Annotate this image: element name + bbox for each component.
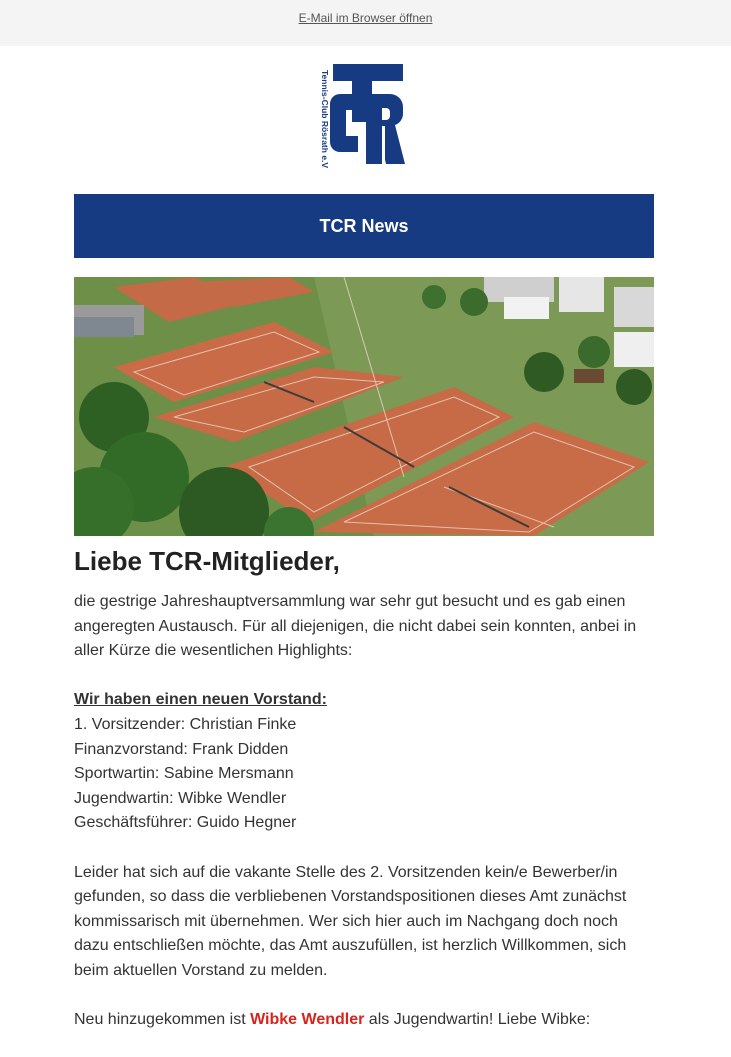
board-heading: Wir haben einen neuen Vorstand: (74, 691, 327, 709)
news-banner: TCR News (74, 194, 654, 258)
greeting-heading: Liebe TCR-Mitglieder, (74, 546, 340, 576)
tennis-courts-image (74, 277, 654, 536)
board-section (74, 688, 654, 836)
board-member: Geschäftsführer: Guido Hegner (74, 814, 297, 832)
club-name-label: Tennis-Club Rösrath e.V. (320, 70, 330, 168)
intro-paragraph: die gestrige Jahreshauptversammlung war sehr gut besucht und es gab einen angeregten Austausch. Für all diejenigen, die nicht dabei sein konnten, anbei in aller Kürze die wesentlichen Highlights: (74, 593, 637, 660)
preheader-bar (0, 0, 731, 46)
club-logo (316, 64, 408, 168)
new-member-suffix: als Jugendwartin! Liebe Wibke: (364, 1011, 591, 1029)
new-member-paragraph (74, 1008, 654, 1033)
open-in-browser-link[interactable]: E-Mail im Browser öffnen (298, 11, 433, 25)
new-member-name: Wibke Wendler (250, 1011, 365, 1029)
club-logo-icon (316, 64, 408, 168)
board-member: Jugendwartin: Wibke Wendler (74, 789, 287, 807)
vacancy-paragraph: Leider hat sich auf die vakante Stelle des 2. Vorsitzenden kein/e Bewerber/in gefunden, so dass die verbliebenen Vorstandspositionen dieses Amt zunächst kommissarisch mit übernehmen. Wer sich hier auch im Nachgang doch noch dazu entschließen möchte, das Amt auszufüllen, ist herzlich Willkommen, sich beim aktuellen Vorstand zu melden. (74, 863, 627, 979)
hero-image (74, 277, 654, 536)
board-member: Sportwartin: Sabine Mersmann (74, 765, 294, 783)
new-member-prefix: Neu hinzugekommen ist (74, 1011, 251, 1029)
newsletter-body (74, 590, 654, 1057)
board-member: 1. Vorsitzender: Christian Finke (74, 715, 297, 733)
board-member: Finanzvorstand: Frank Didden (74, 740, 289, 758)
